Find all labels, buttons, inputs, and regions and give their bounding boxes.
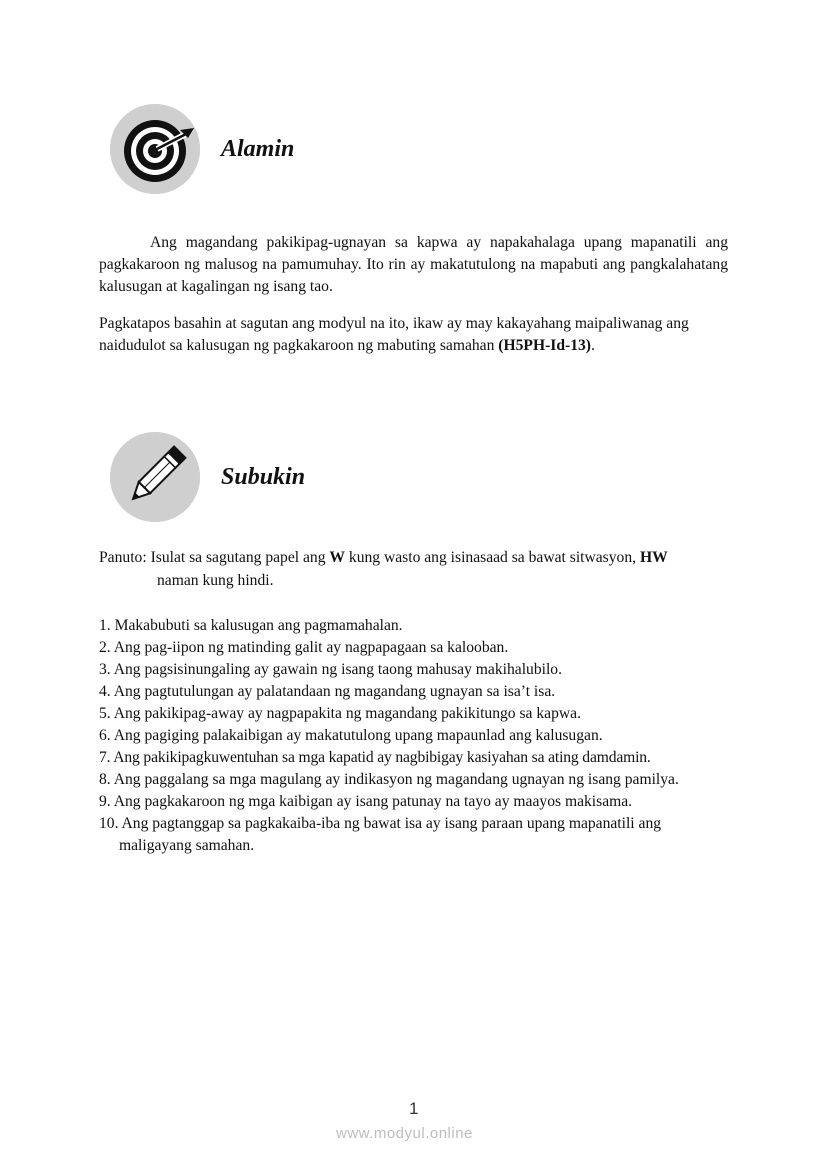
answer-w: W xyxy=(329,549,345,566)
list-item: 5. Ang pakikipag-away ay nagpapakita ng magandang pakikitungo sa kapwa. xyxy=(99,705,581,722)
question-list xyxy=(99,615,697,857)
pencil-icon xyxy=(110,432,200,522)
list-item: 10. Ang pagtanggap sa pagkakaiba-iba ng bawat isa ay isang paraan upang mapanatili ang maligayang samahan. xyxy=(99,815,662,854)
instructions-text: Isulat sa sagutang papel ang xyxy=(150,549,330,566)
alamin-title: Alamin xyxy=(221,136,295,162)
list-item: 9. Ang pagkakaroon ng mga kaibigan ay isang patunay na tayo ay maayos makisama. xyxy=(99,793,633,810)
period: . xyxy=(590,337,595,354)
target-icon xyxy=(110,104,200,194)
instructions-label: Panuto: xyxy=(99,549,151,566)
alamin-paragraph-2 xyxy=(99,313,728,357)
list-item: 1. Makabubuti sa kalusugan ang pagmamahalan. xyxy=(99,617,403,634)
list-item: 4. Ang pagtutulungan ay palatandaan ng magandang ugnayan sa isa’t isa. xyxy=(99,683,556,700)
list-item: 3. Ang pagsisinungaling ay gawain ng isang taong mahusay makihalubilo. xyxy=(99,661,562,678)
watermark: www.modyul.online xyxy=(336,1125,473,1142)
subukin-title: Subukin xyxy=(221,464,306,490)
list-item: 8. Ang paggalang sa mga magulang ay indikasyon ng magandang ugnayan ng isang pamilya. xyxy=(99,771,679,788)
list-item: 6. Ang pagiging palakaibigan ay makatutulong upang mapaunlad ang kalusugan. xyxy=(99,727,603,744)
competency-code: (H5PH-Id-13) xyxy=(498,337,591,354)
objective-text: Pagkatapos basahin at sagutan ang modyul na ito, ikaw ay may kakayahang maipaliwanag ang naidudulot sa kalusugan ng pagkakaroon ng mabuting samahan xyxy=(99,315,689,354)
page-number: 1 xyxy=(409,1099,419,1118)
instructions-continued: naman kung hindi. xyxy=(157,572,274,589)
alamin-paragraph-1: Ang magandang pakikipag-ugnayan sa kapwa ay napakahalaga upang mapanatili ang pagkakaroon ng malusog na pamumuhay. Ito rin ay makatutulong na mapabuti ang pangkalahatang kalusugan at kagalingan ng isang tao. xyxy=(99,234,728,295)
instructions-text: kung wasto ang isinasaad sa bawat sitwasyon, xyxy=(345,549,640,566)
list-item: 7. Ang pakikipagkuwentuhan sa mga kapatid ay nagbibigay kasiyahan sa ating damdamin. xyxy=(99,749,651,766)
list-item: 2. Ang pag-iipon ng matinding galit ay nagpapagaan sa kalooban. xyxy=(99,639,509,656)
answer-hw: HW xyxy=(639,549,668,566)
instructions xyxy=(99,547,719,569)
